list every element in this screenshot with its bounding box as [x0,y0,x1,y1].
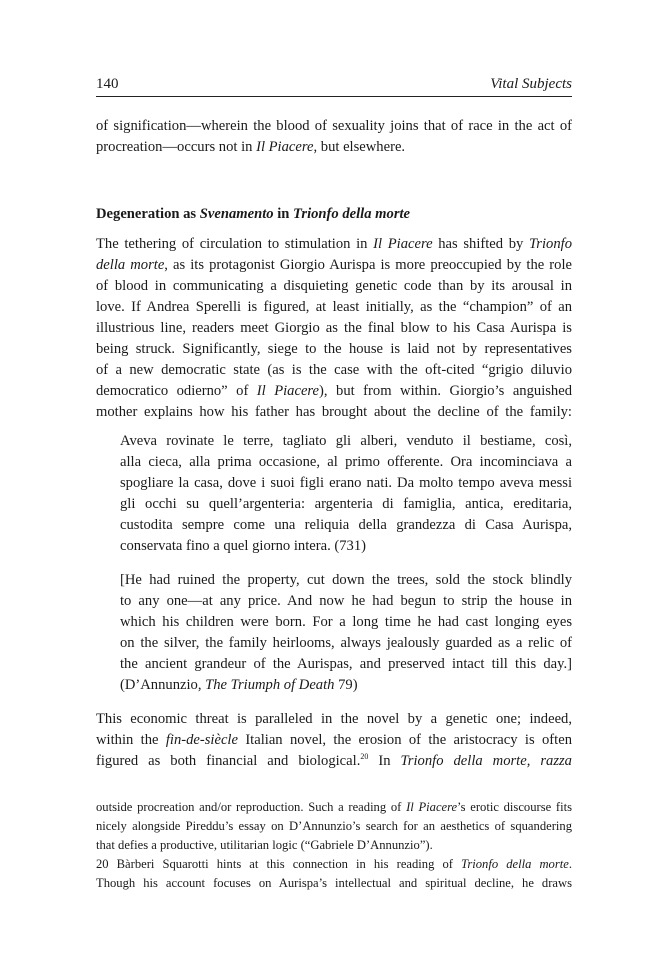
footnote-line: nicely alongside Pireddu’s essay on D’Annunzio’s search for an aesthetics of squandering [96,819,572,833]
running-title: Vital Subjects [490,76,572,92]
text-line: the ancient grandeur of the Aurispas, and preserved intact till this day.] [120,656,572,672]
text-line: spogliare la casa, dove i suoi figli erano nati. Da molto tempo aveva messi [120,475,572,491]
text-line: procreation—occurs not in Il Piacere, but elsewhere. [96,139,406,155]
text-line: della morte, as its protagonist Giorgio Aurispa is more preoccupied by the role [96,257,572,273]
section-heading: Degeneration as Svenamento in Trionfo della morte [96,206,411,222]
running-header [96,76,572,97]
continuation-paragraph [96,116,572,158]
footnotes [96,798,572,893]
text-line: of a new democratic state (as is the case with the oft-cited “grigio diluvio [96,362,572,378]
text-line: illustrious line, readers meet Giorgio as the final blow to his Casa Aurispa is [96,320,572,336]
text-line: to any one—at any price. And now he had begun to strip the house in [120,593,572,609]
footnote-line: 20 Bàrberi Squarotti hints at this connection in his reading of Trionfo della morte. [96,857,572,871]
text-line: which his children were born. For a long time he had cast longing eyes [120,614,572,630]
page-number: 140 [96,76,119,92]
text-line: The tethering of circulation to stimulation in Il Piacere has shifted by Trionfo [96,236,572,252]
footnote-ref[interactable]: 20 [360,752,369,762]
text-line: gli occhi su quell’argenteria: argenteria di famiglia, antica, ereditaria, [120,496,572,512]
text-line: mother explains how his father has brought about the decline of the family: [96,404,572,420]
text-line: This economic threat is paralleled in the novel by a genetic one; indeed, [96,711,572,727]
text-line: within the fin-de-siècle Italian novel, the erosion of the aristocracy is often [96,732,572,748]
text-line: conservata fino a quel giorno intera. (731) [120,538,366,554]
text-line: being struck. Significantly, siege to the house is laid not by representatives [96,341,572,357]
body-paragraph-2 [96,709,572,772]
text-line: custodita sempre come una reliquia della grandezza di Casa Aurispa, [120,517,572,533]
text-line: democratico odierno” of Il Piacere), but from within. Giorgio’s anguished [96,383,572,399]
text-line: [He had ruined the property, cut down the trees, sold the stock blindly [120,572,572,588]
text-line: Aveva rovinate le terre, tagliato gli alberi, venduto il bestiame, così, [120,433,572,449]
block-quote-italian [120,431,572,557]
footnote-line: outside procreation and/or reproduction. Such a reading of Il Piacere’s erotic discourse fits [96,800,572,814]
block-quote-english [120,570,572,696]
text-line: alla cieca, alla prima occasione, al primo offerente. Ora incominciava a [120,454,572,470]
text-line: (D’Annunzio, The Triumph of Death 79) [120,677,358,693]
footnote-line: that defies a productive, utilitarian logic (“Gabriele D’Annunzio”). [96,838,433,852]
body-paragraph [96,234,572,423]
text-line: of signification—wherein the blood of sexuality joins that of race in the act of [96,118,572,134]
text-line: on the silver, the family heirlooms, always jealously guarded as a relic of [120,635,572,651]
text-line: love. If Andrea Sperelli is figured, at least initially, as the “champion” of an [96,299,572,315]
text-line: of blood in communicating a disquieting genetic code than by its arousal in [96,278,572,294]
footnote-line: Though his account focuses on Aurispa’s intellectual and spiritual decline, he draws [96,876,572,890]
text-line: figured as both financial and biological.$^{20}$ In Trionfo della morte, razza [96,752,572,769]
